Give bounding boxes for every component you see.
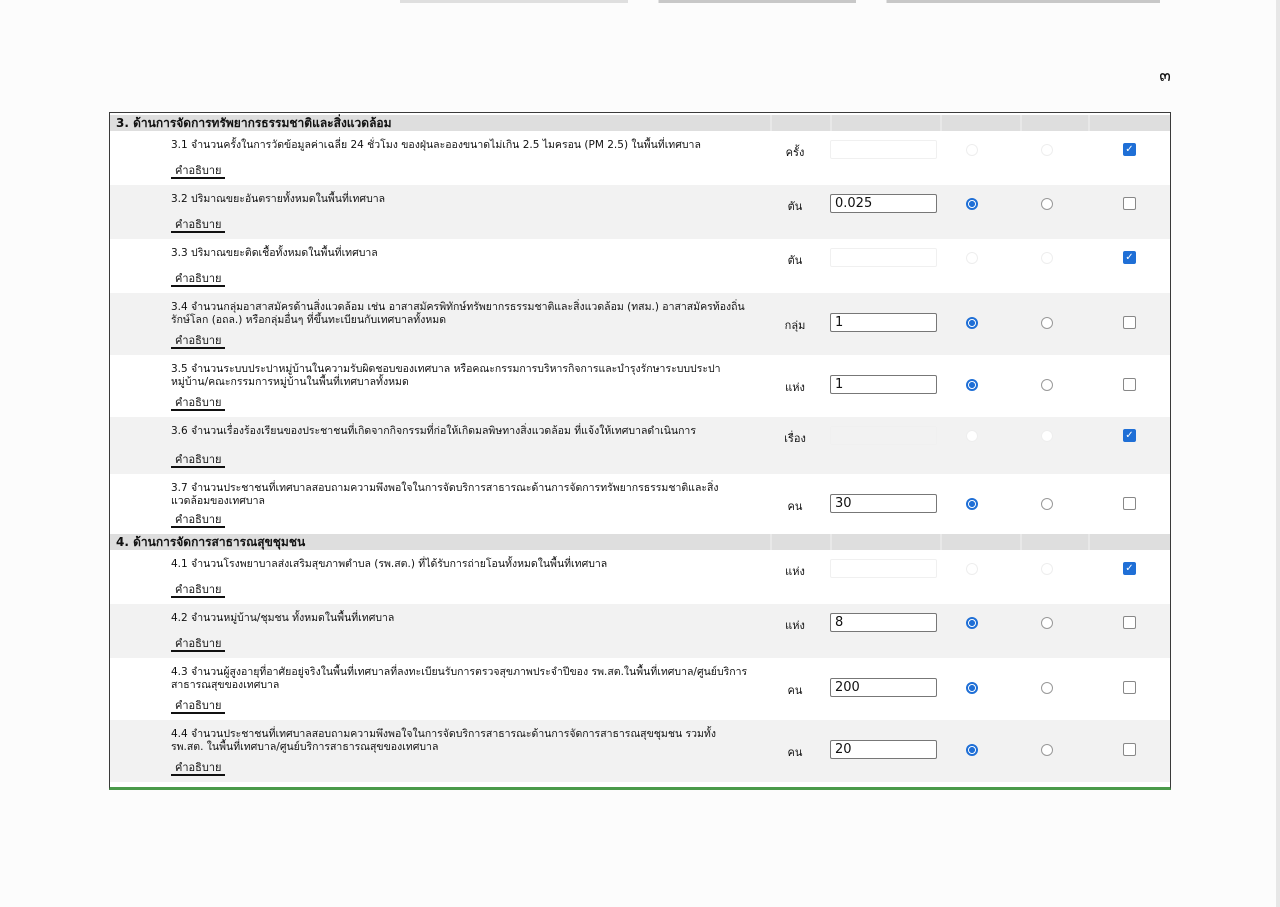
- checkbox[interactable]: [1123, 378, 1136, 391]
- indicator-label: 3.2 ปริมาณขยะอันตรายทั้งหมดในพื้นที่เทศบาล: [171, 193, 386, 205]
- indicator-row: [110, 293, 1170, 355]
- description-link[interactable]: คำอธิบาย: [171, 453, 225, 468]
- checkbox[interactable]: ✓: [1123, 429, 1136, 442]
- radio-option-2[interactable]: [1041, 252, 1053, 264]
- checkbox[interactable]: ✓: [1123, 143, 1136, 156]
- description-link[interactable]: คำอธิบาย: [171, 699, 225, 714]
- section-heading: 3. ด้านการจัดการทรัพยากรธรรมชาติและสิ่งแวดล้อม: [110, 115, 1170, 131]
- indicator-form: [109, 112, 1171, 790]
- checkbox[interactable]: [1123, 681, 1136, 694]
- radio-option-1[interactable]: [966, 617, 978, 629]
- description-link[interactable]: คำอธิบาย: [171, 761, 225, 776]
- indicator-label: 4.4 จำนวนประชาชนที่เทศบาลสอบถามความพึงพอใจในการจัดบริการสาธารณะด้านการจัดการสาธารณสุขชุมชน รวมทั้ง รพ.สต. ในพื้นที่เทศบาล/ศูนย์บริการสาธารณสุขของเทศบาล: [171, 728, 716, 753]
- indicator-label: 3.1 จำนวนครั้งในการวัดข้อมูลค่าเฉลี่ย 24 ชั่วโมง ของฝุ่นละอองขนาดไม่เกิน 2.5 ไมครอน (PM 2.5) ในพื้นที่เทศบาล: [171, 139, 701, 151]
- description-link[interactable]: คำอธิบาย: [171, 164, 225, 179]
- indicator-label: 4.3 จำนวนผู้สูงอายุที่อาศัยอยู่จริงในพื้นที่เทศบาลที่ลงทะเบียนรับการตรวจสุขภาพประจำปีของ รพ.สต.ในพื้นที่เทศบาล/ศูนย์บริการสาธารณสุขของเทศบาล: [171, 666, 748, 691]
- checkbox[interactable]: ✓: [1123, 562, 1136, 575]
- indicator-row: [110, 658, 1170, 720]
- indicator-row: [110, 550, 1170, 604]
- indicator-row: [110, 720, 1170, 782]
- radio-option-1[interactable]: [966, 563, 978, 575]
- description-link[interactable]: คำอธิบาย: [171, 218, 225, 233]
- indicator-row: [110, 355, 1170, 417]
- indicator-label: 3.5 จำนวนระบบประปาหมู่บ้านในความรับผิดชอบของเทศบาล หรือคณะกรรมการบริหารกิจการและบำรุงรักษาระบบประปาหมู่บ้าน/คณะกรรมการหมู่บ้านในพื้นที่เทศบาลทั้งหมด: [171, 363, 721, 388]
- page-number: ๓: [1159, 66, 1171, 86]
- radio-option-2[interactable]: [1041, 198, 1053, 210]
- radio-option-2[interactable]: [1041, 430, 1053, 442]
- value-input[interactable]: [830, 494, 937, 513]
- unit-label: กลุ่ม: [784, 319, 806, 332]
- value-input[interactable]: [830, 613, 937, 632]
- value-input[interactable]: [830, 375, 937, 394]
- indicator-row: [110, 239, 1170, 293]
- value-input[interactable]: [830, 313, 937, 332]
- description-link[interactable]: คำอธิบาย: [171, 396, 225, 411]
- unit-label: คน: [787, 746, 803, 759]
- checkbox[interactable]: [1123, 497, 1136, 510]
- value-input[interactable]: [830, 248, 937, 267]
- radio-option-2[interactable]: [1041, 144, 1053, 156]
- radio-option-1[interactable]: [966, 198, 978, 210]
- radio-option-2[interactable]: [1041, 617, 1053, 629]
- indicator-label: 3.6 จำนวนเรื่องร้องเรียนของประชาชนที่เกิดจากกิจกรรมที่ก่อให้เกิดมลพิษทางสิ่งแวดล้อม ที่แจ้งให้เทศบาลดำเนินการ: [171, 425, 696, 437]
- indicator-row: [110, 417, 1170, 474]
- unit-label: แห่ง: [785, 381, 805, 394]
- checkbox[interactable]: [1123, 197, 1136, 210]
- radio-option-2[interactable]: [1041, 498, 1053, 510]
- radio-option-1[interactable]: [966, 682, 978, 694]
- description-link[interactable]: คำอธิบาย: [171, 272, 225, 287]
- description-link[interactable]: คำอธิบาย: [171, 334, 225, 349]
- radio-option-1[interactable]: [966, 430, 978, 442]
- checkbox[interactable]: ✓: [1123, 251, 1136, 264]
- unit-label: แห่ง: [785, 565, 805, 578]
- checkbox[interactable]: [1123, 616, 1136, 629]
- radio-option-1[interactable]: [966, 379, 978, 391]
- unit-label: ตัน: [787, 254, 803, 267]
- checkbox[interactable]: [1123, 316, 1136, 329]
- radio-option-1[interactable]: [966, 498, 978, 510]
- radio-option-2[interactable]: [1041, 563, 1053, 575]
- indicator-row: [110, 474, 1170, 534]
- value-input[interactable]: [830, 194, 937, 213]
- unit-label: แห่ง: [785, 619, 805, 632]
- scan-right-edge: [1276, 0, 1280, 907]
- value-input[interactable]: [830, 740, 937, 759]
- unit-label: คน: [787, 684, 803, 697]
- radio-option-2[interactable]: [1041, 744, 1053, 756]
- value-input[interactable]: [830, 426, 937, 445]
- unit-label: เรื่อง: [784, 432, 806, 445]
- indicator-label: 3.3 ปริมาณขยะติดเชื้อทั้งหมดในพื้นที่เทศบาล: [171, 247, 378, 259]
- indicator-row: [110, 185, 1170, 239]
- indicator-label: 4.2 จำนวนหมู่บ้าน/ชุมชน ทั้งหมดในพื้นที่เทศบาล: [171, 612, 395, 624]
- description-link[interactable]: คำอธิบาย: [171, 637, 225, 652]
- radio-option-2[interactable]: [1041, 379, 1053, 391]
- value-input[interactable]: [830, 559, 937, 578]
- indicator-label: 3.7 จำนวนประชาชนที่เทศบาลสอบถามความพึงพอใจในการจัดบริการสาธารณะด้านการจัดการทรัพยากรธรรมชาติและสิ่งแวดล้อมของเทศบาล: [171, 482, 719, 507]
- checkbox[interactable]: [1123, 743, 1136, 756]
- unit-label: ครั้ง: [785, 146, 805, 159]
- unit-label: ตัน: [787, 200, 803, 213]
- radio-option-1[interactable]: [966, 317, 978, 329]
- radio-option-1[interactable]: [966, 744, 978, 756]
- description-link[interactable]: คำอธิบาย: [171, 513, 225, 528]
- indicator-label: 3.4 จำนวนกลุ่มอาสาสมัครด้านสิ่งแวดล้อม เช่น อาสาสมัครพิทักษ์ทรัพยากรธรรมชาติและสิ่งแวดล้อม (ทสม.) อาสาสมัครท้องถิ่นรักษ์โลก (อถล.) หรือกลุ่มอื่นๆ ที่ขึ้นทะเบียนกับเทศบาลทั้งหมด: [171, 301, 745, 326]
- radio-option-1[interactable]: [966, 252, 978, 264]
- radio-option-1[interactable]: [966, 144, 978, 156]
- indicator-row: [110, 604, 1170, 658]
- scan-header-line: [400, 0, 1160, 3]
- indicator-row: [110, 131, 1170, 185]
- description-link[interactable]: คำอธิบาย: [171, 583, 225, 598]
- unit-label: คน: [787, 500, 803, 513]
- section-heading: 4. ด้านการจัดการสาธารณสุขชุมชน: [110, 534, 1170, 550]
- indicator-label: 4.1 จำนวนโรงพยาบาลส่งเสริมสุขภาพตำบล (รพ.สต.) ที่ได้รับการถ่ายโอนทั้งหมดในพื้นที่เทศบาล: [171, 558, 608, 570]
- value-input[interactable]: [830, 678, 937, 697]
- value-input[interactable]: [830, 140, 937, 159]
- radio-option-2[interactable]: [1041, 317, 1053, 329]
- radio-option-2[interactable]: [1041, 682, 1053, 694]
